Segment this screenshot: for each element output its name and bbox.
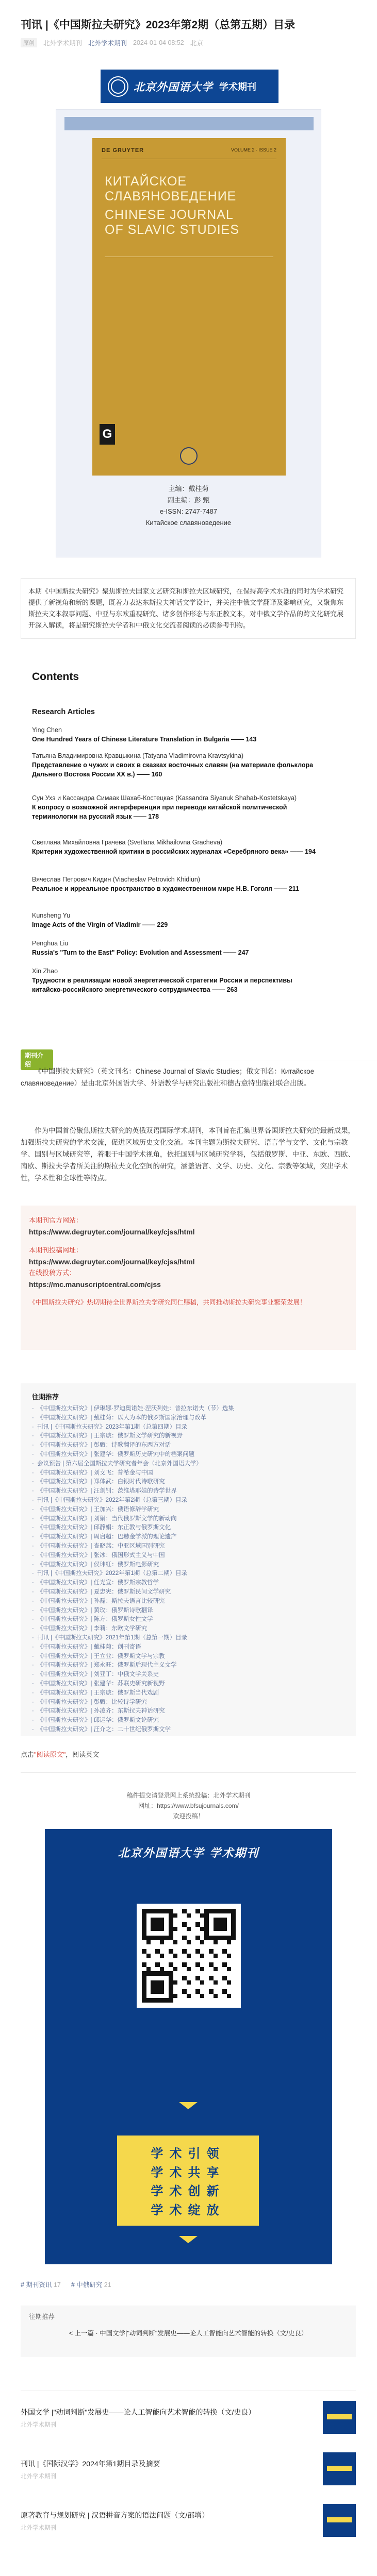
past-issue-link[interactable]: · 《中国斯拉夫研究》| 汪剑钊：茨维塔耶娃的诗学世界	[32, 1487, 345, 1496]
divider	[21, 1772, 356, 1773]
tag-count: 17	[53, 2281, 61, 2289]
toc-title: Реальное и ирреальное пространство в художественном мире Н.В. Гоголя —— 211	[32, 885, 299, 892]
read-original-link[interactable]: "阅读原文"	[34, 1751, 66, 1758]
related-source: 北外学术期刊	[21, 2473, 56, 2480]
publish-location: 北京	[190, 40, 203, 47]
tag-journal-news[interactable]	[21, 2280, 61, 2289]
cover-seal-icon	[180, 447, 198, 465]
toc-author: Penghua Liu	[32, 940, 69, 947]
promo-poster	[45, 1829, 332, 2264]
related-article[interactable]	[21, 2452, 356, 2488]
past-issue-link[interactable]: · 《中国斯拉夫研究》| 刘文飞：普希金与中国	[32, 1469, 345, 1478]
past-issue-link[interactable]: · 《中国斯拉夫研究》| 王立业：俄罗斯文学与宗教	[32, 1652, 345, 1662]
toc-title: Представление о чужих и своих в сказках восточных славян (на материале фольклора Дальнего Востока России XX в.) —— 160	[32, 761, 314, 778]
related-thumbnail	[323, 2401, 356, 2434]
past-issue-link[interactable]: · 《中国斯拉夫研究》| 夏忠宪：俄罗斯民间文学研究	[32, 1588, 345, 1597]
past-issue-link[interactable]: · 刊讯 |《中国斯拉夫研究》2023年第1期（总第四期）目录	[32, 1423, 345, 1432]
toc-author: Сун Ухэ и Кассандра Симаак Шахаб-Костецкая (Kassandra Siyanuk Shahab-Kostetskaya)	[32, 794, 297, 802]
tag-label: # 中俄研究	[71, 2281, 103, 2289]
past-issue-link[interactable]: · 《中国斯拉夫研究》| 李莉：东欧文学研究	[32, 1624, 345, 1634]
past-issue-link[interactable]: · 《中国斯拉夫研究》| 郑永旺：俄罗斯后现代主义文学	[32, 1661, 345, 1670]
past-issue-link[interactable]: · 《中国斯拉夫研究》| 任光宣：俄罗斯宗教哲学	[32, 1579, 345, 1588]
research-articles-heading: Research Articles	[32, 708, 95, 716]
past-issue-link[interactable]: · 《中国斯拉夫研究》| 张建华：俄罗斯历史研究中的档案问题	[32, 1450, 345, 1460]
cover-stamp	[64, 117, 314, 130]
related-article[interactable]	[21, 2504, 356, 2540]
cover-editor: 主编：戴桂菊	[168, 485, 209, 493]
toc-item	[32, 793, 321, 821]
toc-author: Kunsheng Yu	[32, 912, 71, 919]
toc-author: Xin Zhao	[32, 968, 58, 975]
submission-label: 本期刊投稿网址：	[29, 1246, 83, 1254]
past-issue-link[interactable]: · 《中国斯拉夫研究》| 王宗琥：俄罗斯当代戏剧	[32, 1689, 345, 1698]
related-thumbnail	[323, 2452, 356, 2485]
past-issue-link[interactable]: · 《中国斯拉夫研究》| 孙磊：斯拉夫语言比较研究	[32, 1597, 345, 1606]
toc-title: Russia's "Turn to the East" Policy: Evolution and Assessment —— 247	[32, 949, 249, 956]
submission-url[interactable]: https://www.degruyter.com/journal/key/cjss/html	[29, 1258, 195, 1266]
past-issue-link[interactable]: · 《中国斯拉夫研究》| 查晓燕：中亚区域国别研究	[32, 1542, 345, 1551]
cover-issn: e-ISSN: 2747-7487	[159, 507, 218, 515]
cover-volume: VOLUME 2 · ISSUE 2	[231, 147, 276, 152]
contact-info	[0, 1790, 377, 1821]
related-source: 北外学术期刊	[21, 2525, 56, 2531]
past-issue-link[interactable]: · 刊讯 |《中国斯拉夫研究》2022年第2期（总第三期）目录	[32, 1496, 345, 1505]
call-for-papers-note: 《中国斯拉夫研究》热切期待全世界斯拉夫学研究同仁赐稿，共同推动斯拉夫研究事业繁荣发展！	[29, 1299, 306, 1306]
past-issues-heading: 往期推荐	[32, 1393, 59, 1401]
past-issue-link[interactable]: · 《中国斯拉夫研究》| 伊琳娜·罗迪奥诺娃·涅沃列娃：普拉东诺夫（节）选集	[32, 1404, 345, 1414]
author-name: 北外学术期刊	[43, 40, 83, 47]
toc-title: К вопросу о возможной интерференции при переводе китайской политической терминологии на русский язык —— 178	[32, 804, 287, 820]
poster-slogan-box	[117, 2136, 259, 2226]
past-issue-link[interactable]: · 刊讯 |《中国斯拉夫研究》2022年第1期（总第二期）目录	[32, 1569, 345, 1579]
slogan-line: 学术创新	[151, 2184, 225, 2199]
past-issue-link[interactable]: · 《中国斯拉夫研究》| 陈方：俄罗斯女性文学	[32, 1615, 345, 1624]
article-navigation	[21, 2306, 356, 2357]
cover-deputy-editor: 副主编：彭 甄	[167, 496, 210, 504]
past-issue-link[interactable]: · 《中国斯拉夫研究》| 郑体武：白银时代诗歌研究	[32, 1478, 345, 1487]
toc-author: Вячеслав Петрович Кидин (Viacheslav Petrovich Khidiun)	[32, 876, 201, 883]
degruyter-g-logo: G	[100, 424, 115, 445]
banner-journal-label: 学术期刊	[219, 81, 256, 92]
past-issue-link[interactable]: · 会议预告 | 第六届全国斯拉夫学研究者年会（北京外国语大学）	[32, 1460, 345, 1469]
poster-title: 北京外国语大学 学术期刊	[118, 1846, 259, 1860]
account-link[interactable]: 北外学术期刊	[88, 40, 127, 47]
journal-websites-box	[21, 1206, 356, 1350]
cover-title-ru: КИТАЙСКОЕ СЛАВЯНОВЕДЕНИЕ	[105, 174, 237, 204]
tag-sino-russian[interactable]	[71, 2280, 111, 2289]
journal-intro-paragraph-2: 作为中国首份聚焦斯拉夫研究的英俄双语国际学术期刊，本刊旨在汇集世界各国斯拉夫研究的最新成果，加强斯拉夫研究的学术交流，促进区域历史文化交流。本刊主题为斯拉夫研究、语言学与文学、文化与宗教学、国别与区域研究等，着眼于中国学术视角，依托国别与区域研究学科，包括俄罗斯、中亚、东欧、西欧、南欧、斯拉夫学者所关注的斯拉夫文化空间的研究，涵盖语言、文学、历史、文化、宗教等领域，突出学术性，学术性和全球性等特点。	[21, 1127, 355, 1182]
read-original-prompt	[21, 1749, 99, 1759]
university-logo-text: 北京外国语大学	[134, 80, 213, 93]
past-issue-link[interactable]: · 《中国斯拉夫研究》| 王加兴：俄语修辞学研究	[32, 1505, 345, 1515]
publish-date: 2024-01-04 08:52	[133, 39, 184, 46]
toc-item	[32, 725, 321, 744]
chevron-down-icon	[179, 2236, 198, 2243]
toc-item	[32, 751, 321, 779]
related-title: 外国文学 |"动词判断"发展史——论人工智能向艺术智能的转换（文/史良）	[21, 2408, 256, 2416]
past-issue-link[interactable]: · 《中国斯拉夫研究》| 张冰：俄国形式主义与中国	[32, 1551, 345, 1561]
past-issue-link[interactable]: · 《中国斯拉夫研究》| 刘娟：当代俄罗斯文学的新动向	[32, 1515, 345, 1524]
toc-item	[32, 967, 321, 994]
past-issue-link[interactable]: · 《中国斯拉夫研究》| 黄玫：俄罗斯诗歌翻译	[32, 1606, 345, 1616]
online-submission-url[interactable]: https://mc.manuscriptcentral.com/cjss	[29, 1280, 161, 1289]
past-issue-link[interactable]: · 《中国斯拉夫研究》| 王宗琥：俄罗斯文学研究的新视野	[32, 1432, 345, 1441]
past-issue-link[interactable]: · 《中国斯拉夫研究》| 戴桂菊：创刊寄语	[32, 1643, 345, 1652]
journal-cover-image[interactable]	[92, 138, 286, 476]
article-tags	[21, 2280, 111, 2289]
contact-line-3: 欢迎投稿！	[173, 1812, 204, 1820]
toc-author: Ying Chen	[32, 726, 62, 734]
journal-cover-card	[56, 109, 321, 557]
chevron-down-icon	[179, 2102, 198, 2109]
toc-author: Светлана Михайловна Грачева (Svetlana Mikhailovna Gracheva)	[32, 839, 223, 846]
past-issues-list	[32, 1404, 345, 1735]
past-issue-link[interactable]: · 《中国斯拉夫研究》| 彭甄：比较诗学研究	[32, 1698, 345, 1707]
related-article[interactable]	[21, 2401, 356, 2437]
past-issue-link[interactable]: · 《中国斯拉夫研究》| 邱静娟：东正教与俄罗斯文化	[32, 1523, 345, 1533]
cover-name-ru: Китайское славяноведение	[145, 519, 232, 527]
past-issue-link[interactable]: · 《中国斯拉夫研究》| 刘亚丁：中俄文学关系史	[32, 1670, 345, 1680]
slogan-line: 学术共享	[151, 2165, 225, 2180]
past-issue-link[interactable]: · 《中国斯拉夫研究》| 孙凌齐：东斯拉夫神话研究	[32, 1707, 345, 1716]
previous-article-link[interactable]: < 上一篇 · 中国文学|"动词判断"发展史——论人工智能向艺术智能的转换（文/史良）	[69, 2330, 308, 2337]
online-submission-label: 在线投稿方式：	[29, 1269, 76, 1277]
navigation-title: 往期推荐	[29, 2313, 55, 2320]
slogan-line: 学术引领	[151, 2146, 225, 2161]
journal-intro-paragraph-1: 《中国斯拉夫研究》（英文刊名：Chinese Journal of Slavic Studies；俄文刊名：Китайское славяноведение）是由北京外国语大学、外语教学与研究出版社和德古意特出版社联合出版。	[21, 1067, 315, 1087]
read-original-prefix: 点击	[21, 1751, 35, 1758]
past-issue-link[interactable]: · 《中国斯拉夫研究》| 侯玮红：俄罗斯电影研究	[32, 1561, 345, 1570]
past-issue-link[interactable]: · 《中国斯拉夫研究》| 戴桂菊：以人为本的俄罗斯国家治理与改革	[32, 1414, 345, 1423]
past-issue-link[interactable]: · 《中国斯拉夫研究》| 周启超：巴赫金学派的理论遗产	[32, 1533, 345, 1542]
related-title: 刊讯 |《国际汉学》2024年第1期目录及摘要	[21, 2460, 160, 2468]
toc-author: Татьяна Владимировна Кравцыкина (Tatyana Vladimirovna Kravtsykina)	[32, 752, 244, 759]
toc-item	[32, 911, 321, 929]
slogan-line: 学术绽放	[151, 2204, 225, 2218]
related-title: 原著教育与规划研究 | 汉语拼音方案的语法问题（文/邵增）	[21, 2511, 209, 2519]
journal-intro-tag: 期刊介绍	[21, 1049, 53, 1070]
original-badge: 原创	[21, 38, 37, 47]
toc-item	[32, 939, 321, 957]
past-issue-link[interactable]: · 《中国斯拉夫研究》| 邱运华：俄罗斯文论研究	[32, 1716, 345, 1725]
contact-line-2[interactable]: 网址：https://www.bfsujournals.com/	[138, 1802, 239, 1809]
contact-line-1: 稿件提交请登录网上系统投稿：北外学术期刊	[126, 1792, 251, 1799]
past-issues-box	[21, 1383, 356, 1736]
university-seal-icon	[108, 76, 128, 97]
toc-title: One Hundred Years of Chinese Literature Translation in Bulgaria —— 143	[32, 736, 257, 743]
toc-title: Image Acts of the Virgin of Vladimir —— 229	[32, 921, 168, 928]
toc-title: Критерии художественной критики в российских журналах «Серебряного века» —— 194	[32, 848, 316, 855]
journal-banner	[101, 70, 278, 103]
toc-title: Трудности в реализации новой энергетической стратегии России и перспективы китайско-российского энергетического сотрудничества —— 263	[32, 977, 292, 993]
qr-code-icon[interactable]	[137, 1904, 241, 2008]
issue-intro: 本期《中国斯拉夫研究》聚焦斯拉夫国家文艺研究和斯拉夫区域研究，在保持高学术水准的同时为学术研究提供了新视角和新的课题，既着力表达东斯拉夫神话文学设计，并关注中俄文学翻译及影响研究，又聚焦东斯拉夫文本叙事问题、中亚与东欧重视研究、诸多创作形态与东正教文本，对中俄文学作品的跨文化研究展开深入解读，将是研究斯拉夫学者和中俄文化交流者阅读的必读参考刊物。	[21, 578, 356, 639]
past-issue-link[interactable]: · 《中国斯拉夫研究》| 汪介之：二十世纪俄罗斯文学	[32, 1725, 345, 1735]
cover-info	[56, 483, 321, 529]
website-url[interactable]: https://www.degruyter.com/journal/key/cjss/html	[29, 1228, 195, 1236]
related-thumbnail	[323, 2504, 356, 2537]
read-original-suffix: ，阅读英文	[65, 1751, 100, 1758]
article-title: 刊讯 |《中国斯拉夫研究》2023年第2期（总第五期）目录	[21, 19, 296, 31]
toc-item	[32, 838, 321, 856]
related-source: 北外学术期刊	[21, 2422, 56, 2428]
website-label: 本期刊官方网站：	[29, 1216, 83, 1224]
contents-heading: Contents	[32, 671, 79, 683]
past-issue-link[interactable]: · 刊讯 |《中国斯拉夫研究》2021年第1期（总第一期）目录	[32, 1634, 345, 1643]
past-issue-link[interactable]: · 《中国斯拉夫研究》| 张建华：苏联史研究新视野	[32, 1680, 345, 1689]
tag-label: # 期刊资讯	[21, 2281, 52, 2289]
toc-item	[32, 875, 321, 893]
cover-publisher: DE GRUYTER	[102, 147, 144, 154]
article-meta	[21, 38, 203, 47]
cover-title-en: CHINESE JOURNAL OF SLAVIC STUDIES	[105, 208, 240, 237]
past-issue-link[interactable]: · 《中国斯拉夫研究》| 彭甄：诗歌翻译的东西方对话	[32, 1441, 345, 1450]
tag-count: 21	[104, 2281, 111, 2289]
